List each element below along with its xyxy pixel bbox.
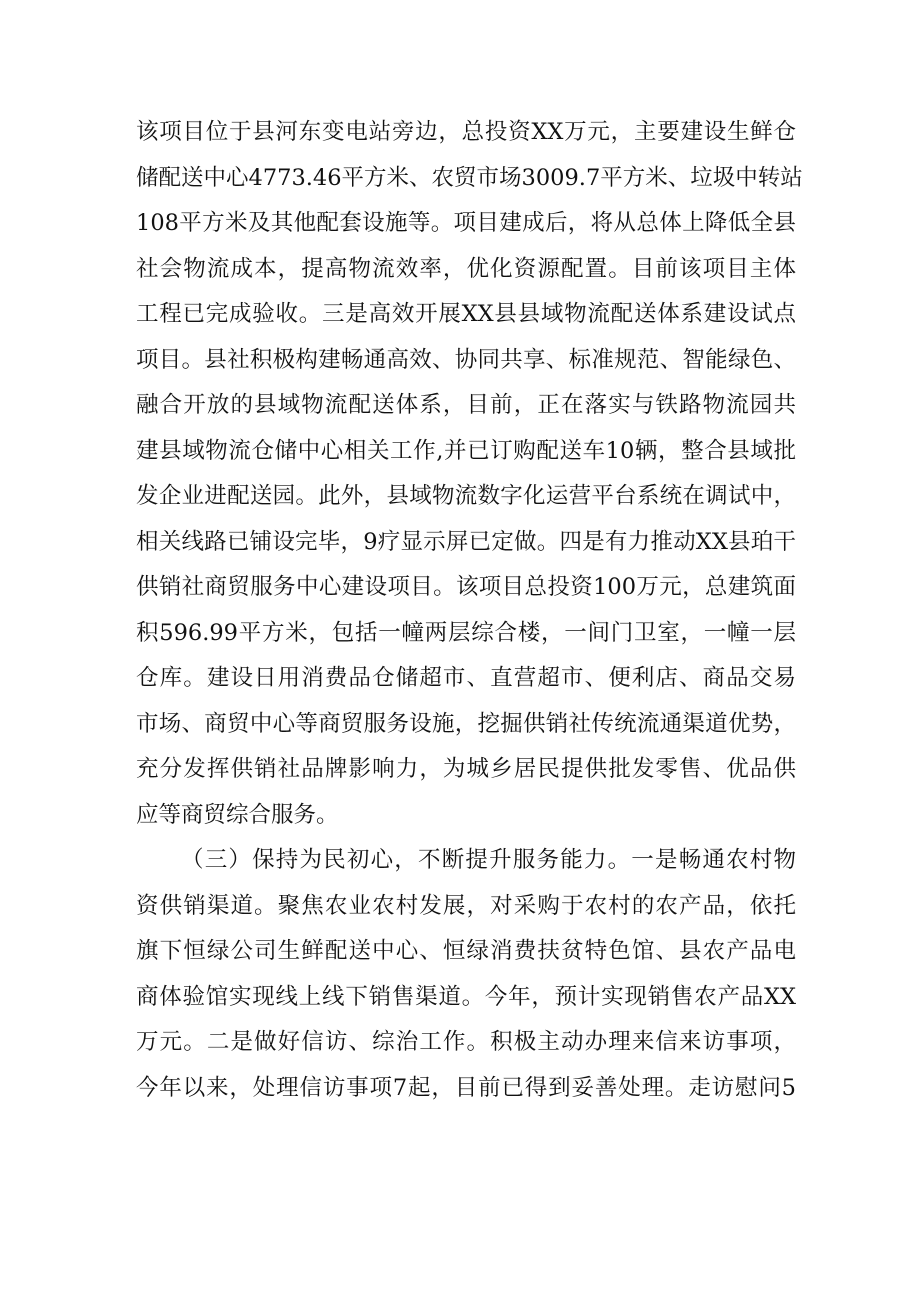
- paragraph-2-line-2: 资供销渠道。聚焦农业农村发展，对采购于农村的农产品，依托: [136, 892, 796, 919]
- paragraph-1-line-9: 发企业进配送园。此外，县域物流数字化运营平台系统在调试中，: [136, 483, 796, 509]
- paragraph-2-line-3: 旗下恒绿公司生鲜配送中心、恒绿消费扶贫特色馆、县农产品电: [136, 938, 796, 964]
- paragraph-1-line-1: 该项目位于县河东变电站旁边，总投资XX万元，主要建设生鲜仓: [136, 119, 796, 145]
- paragraph-1-line-4: 社会物流成本，提高物流效率，优化资源配置。目前该项目主体: [136, 255, 796, 282]
- paragraph-1-line-6: 项目。县社积极构建畅通高效、协同共享、标准规范、智能绿色、: [136, 346, 796, 373]
- paragraph-1-line-10: 相关线路已铺设完毕，9疗显示屏已定做。四是有力推动XX县珀干: [136, 528, 796, 555]
- paragraph-2-line-5: 万元。二是做好信访、综治工作。积极主动办理来信来访事项，: [136, 1029, 796, 1055]
- paragraph-1-line-14: 市场、商贸中心等商贸服务设施，挖掘供销社传统流通渠道优势，: [136, 710, 796, 737]
- paragraph-1-line-15: 充分发挥供销社品牌影响力，为城乡居民提供批发零售、优品供: [136, 756, 796, 782]
- paragraph-1-line-16: 应等商贸综合服务。: [136, 801, 339, 828]
- paragraph-1-line-11: 供销社商贸服务中心建设项目。该项目总投资100万元，总建筑面: [136, 574, 796, 600]
- document-body: [136, 110, 803, 1111]
- paragraph-1-line-5: 工程已完成验收。三是高效开展XX县县域物流配送体系建设试点: [136, 301, 796, 327]
- paragraph-1-line-8: 建县域物流仓储中心相关工作,并已订购配送车10辆，整合县域批: [136, 437, 796, 464]
- paragraph-2-line-1: （三）保持为民初心，不断提升服务能力。一是畅通农村物: [181, 847, 796, 873]
- paragraph-2-line-4: 商体验馆实现线上线下销售渠道。今年，预计实现销售农产品XX: [136, 983, 796, 1010]
- paragraph-1-line-12: 积596.99平方米，包括一幢两层综合楼，一间门卫室，一幢一层: [136, 619, 796, 646]
- paragraph-1-line-2: 储配送中心4773.46平方米、农贸市场3009.7平方米、垃圾中转站: [136, 164, 803, 191]
- paragraph-1-line-13: 仓库。建设日用消费品仓储超市、直营超市、便利店、商品交易: [136, 665, 796, 691]
- paragraph-1-line-3: 108平方米及其他配套设施等。项目建成后，将从总体上降低全县: [136, 210, 796, 236]
- paragraph-2-line-6: 今年以来，处理信访事项7起，目前已得到妥善处理。走访慰问5: [136, 1074, 796, 1101]
- paragraph-1-line-7: 融合开放的县域物流配送体系，目前，正在落实与铁路物流园共: [136, 392, 796, 418]
